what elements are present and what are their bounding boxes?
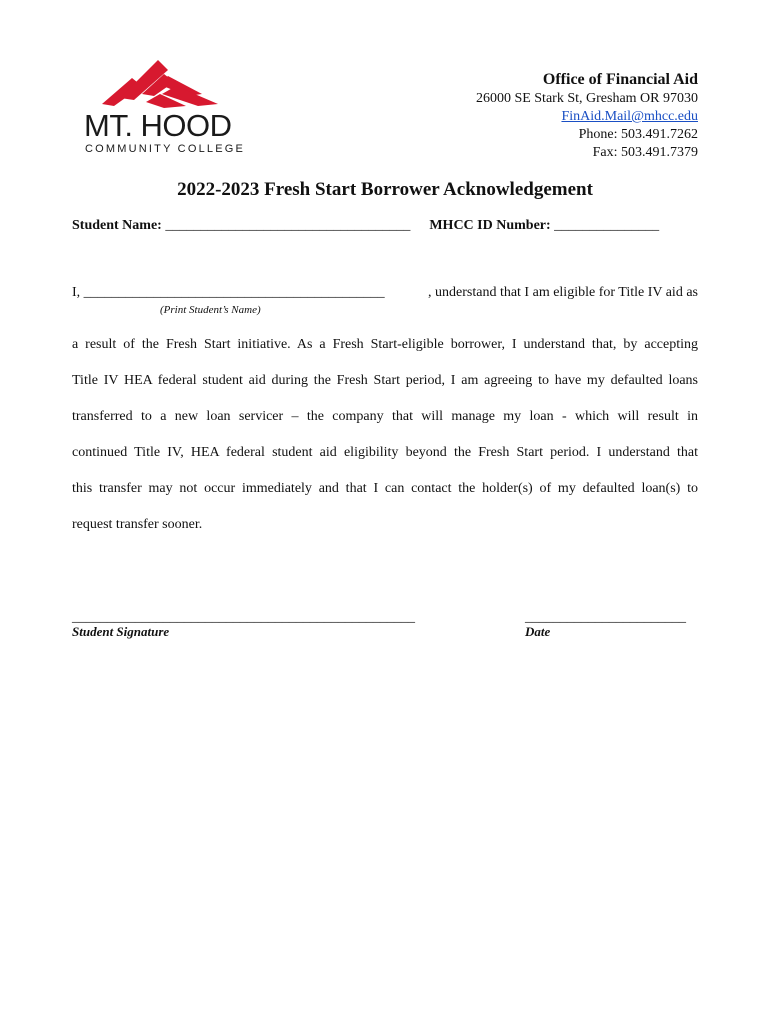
mhcc-id-label: MHCC ID Number: — [429, 218, 551, 233]
body-line: transferred to a new loan servicer – the company that will manage my loan - which will result in — [72, 409, 698, 424]
mountain-logo-icon — [102, 54, 222, 110]
body-line: Title IV HEA federal student aid during the Fresh Start period, I am agreeing to have my defaulted loans — [72, 373, 698, 388]
college-logo — [84, 54, 254, 160]
body-line: continued Title IV, HEA federal student aid eligibility beyond the Fresh Start period. I understand that — [72, 445, 698, 460]
date-label: Date — [525, 624, 551, 639]
body-line: this transfer may not occur immediately and that I can contact the holder(s) of my defaulted loan(s) to — [72, 481, 698, 496]
acknowledgement-paragraph — [72, 285, 698, 543]
print-name-field[interactable]: ___________________________________________ — [83, 285, 385, 300]
intro-line — [72, 285, 698, 301]
signature-field[interactable]: _________________________________________________ — [72, 610, 415, 625]
document-title: 2022-2023 Fresh Start Borrower Acknowledgement — [177, 179, 593, 200]
student-name-label: Student Name: — [72, 218, 162, 233]
body-line: a result of the Fresh Start initiative. As a Fresh Start-eligible borrower, I understand that, by accepting — [72, 337, 698, 352]
office-phone: Phone: 503.491.7262 — [578, 127, 698, 142]
date-field[interactable]: _______________________ — [525, 610, 686, 625]
office-title: Office of Financial Aid — [542, 71, 698, 88]
office-address: 26000 SE Stark St, Gresham OR 97030 — [475, 91, 698, 106]
student-info-fields — [72, 218, 659, 234]
intro-suffix: , understand that I am eligible for Title IV aid as — [428, 285, 698, 300]
logo-subtitle: COMMUNITY COLLEGE — [85, 143, 246, 155]
office-fax: Fax: 503.491.7379 — [592, 145, 698, 160]
logo-name: MT. HOOD — [84, 108, 232, 143]
office-email-link[interactable]: FinAid.Mail@mhcc.edu — [561, 109, 698, 124]
mhcc-id-field[interactable]: _______________ — [554, 218, 660, 233]
body-line: request transfer sooner. — [72, 517, 203, 532]
signature-label: Student Signature — [72, 624, 170, 639]
intro-prefix: I, — [72, 285, 84, 300]
body-text — [72, 327, 698, 543]
student-name-field[interactable]: ___________________________________ — [165, 218, 411, 233]
office-contact-block — [476, 70, 698, 162]
print-name-label: (Print Student’s Name) — [160, 304, 261, 316]
